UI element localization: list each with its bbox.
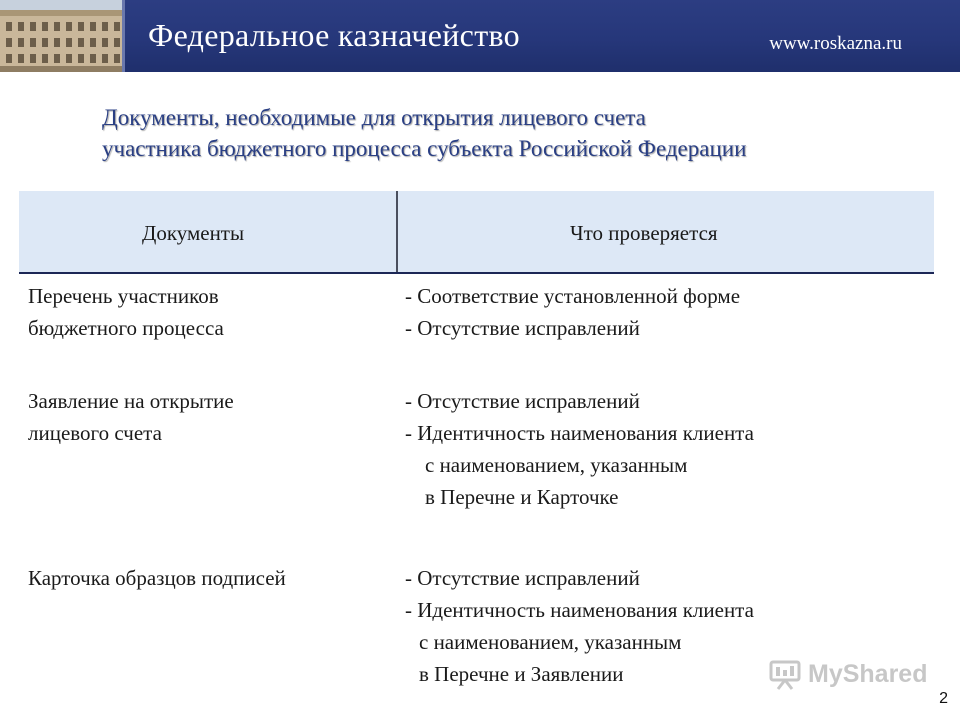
slide-title-line: Документы, необходимые для открытия лицевого счета bbox=[102, 105, 646, 130]
slide-title bbox=[102, 102, 902, 164]
check-line: в Перечне и Карточке bbox=[425, 485, 619, 509]
check-line: в Перечне и Заявлении bbox=[419, 662, 624, 686]
check-line: - Идентичность наименования клиента bbox=[405, 598, 754, 622]
website-url[interactable]: www.roskazna.ru bbox=[769, 33, 902, 54]
table-row-document bbox=[28, 280, 224, 344]
check-line: с наименованием, указанным bbox=[419, 630, 682, 654]
document-line: Перечень участников bbox=[28, 284, 219, 308]
slide-title-line: участника бюджетного процесса субъекта Российской Федерации bbox=[102, 136, 747, 161]
document-line: бюджетного процесса bbox=[28, 316, 224, 340]
column-header-checks: Что проверяется bbox=[570, 221, 718, 245]
watermark bbox=[768, 656, 927, 692]
check-line: - Отсутствие исправлений bbox=[405, 316, 640, 340]
check-line: - Отсутствие исправлений bbox=[405, 566, 640, 590]
table-row-checks bbox=[405, 562, 754, 690]
header-bar bbox=[0, 0, 960, 72]
organization-name: Федеральное казначейство bbox=[148, 17, 520, 53]
watermark-text: MyShared bbox=[808, 659, 928, 688]
document-line: Карточка образцов подписей bbox=[28, 566, 286, 590]
check-line: - Идентичность наименования клиента bbox=[405, 421, 754, 445]
building-photo bbox=[0, 0, 122, 72]
check-line: - Соответствие установленной форме bbox=[405, 284, 741, 308]
header-separator bbox=[122, 0, 125, 72]
presentation-icon bbox=[768, 657, 802, 691]
table-row-document bbox=[28, 385, 234, 449]
page-number: 2 bbox=[939, 690, 948, 707]
document-line: Заявление на открытие bbox=[28, 389, 234, 413]
table-row-checks bbox=[405, 385, 754, 513]
column-divider bbox=[396, 191, 398, 272]
document-line: лицевого счета bbox=[28, 421, 162, 445]
table-row-document bbox=[28, 562, 286, 594]
check-line: с наименованием, указанным bbox=[425, 453, 688, 477]
column-header-documents: Документы bbox=[142, 221, 245, 245]
table-row-checks bbox=[405, 280, 740, 344]
check-line: - Отсутствие исправлений bbox=[405, 389, 640, 413]
